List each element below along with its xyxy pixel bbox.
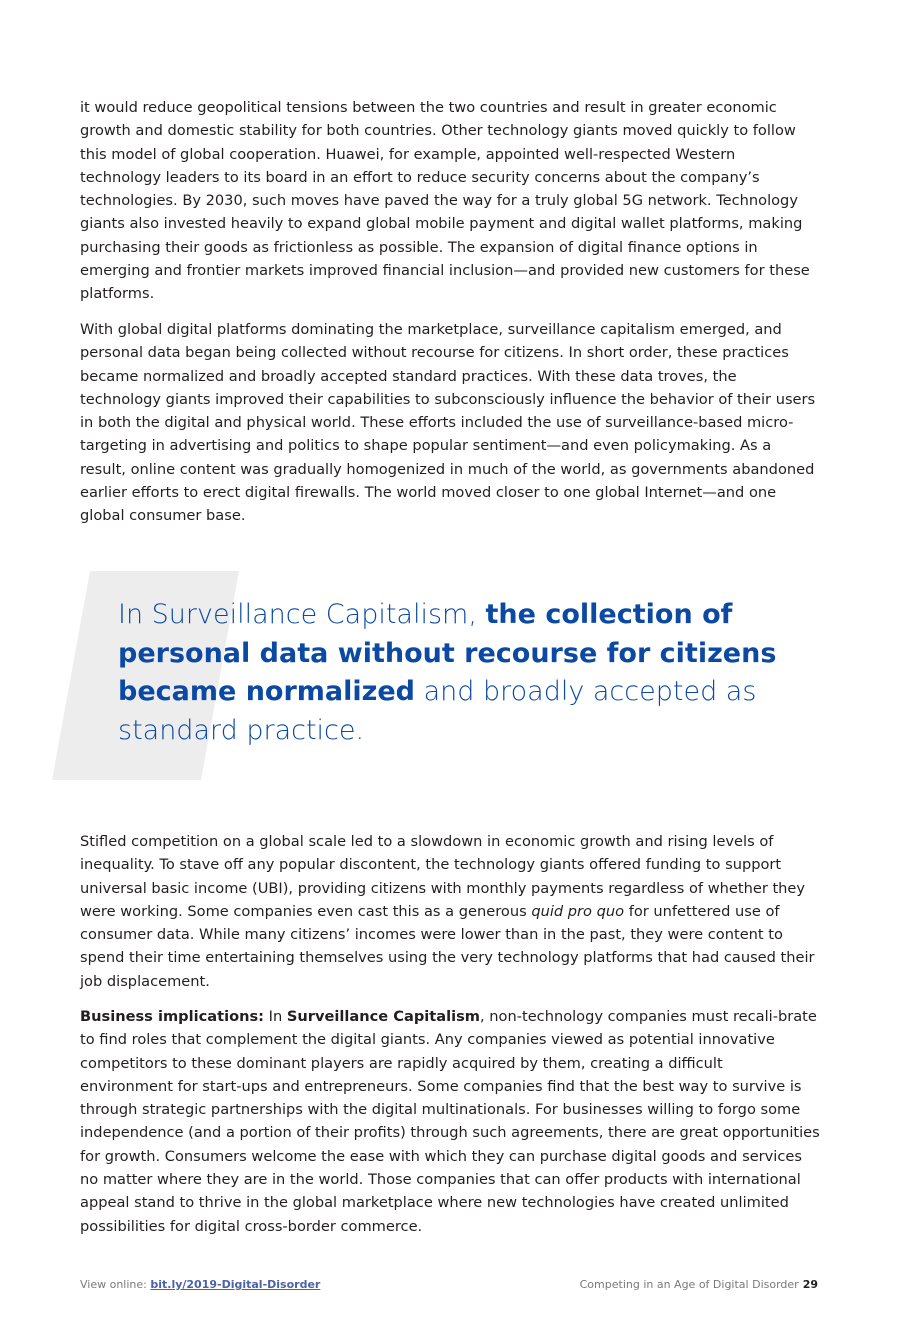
paragraph-3-text-end: for unfettered use of consumer data. While many citizens’ incomes were lower than in the past, they were content to spend their time entertaining themselves using the very technology platforms that had caused their job displacement. [80, 902, 815, 990]
paragraph-2-text: With global digital platforms dominating the marketplace, surveillance capitalism emerged, and personal data began being collected without recourse for citizens. In short order, these practices became normalized and broadly accepted standard practices. With these data troves, the technology giants improved their capabilities to subconsciously influence the behavior of their users in both the digital and physical world. These efforts included the use of surveillance-based micro-targeting in advertising and politics to shape popular sentiment—and even policymaking. As a result, online content was gradually homogenized in much of the world, as governments abandoned earlier efforts to erect digital firewalls. The world moved closer to one global Internet—and one global consumer base. [80, 321, 816, 525]
footer-page-info [580, 1278, 818, 1291]
view-online-label: View online: [80, 1278, 151, 1291]
body-paragraph-3 [80, 830, 820, 993]
page-number: 29 [802, 1278, 818, 1291]
view-online-link[interactable]: bit.ly/2019-Digital-Disorder [150, 1278, 321, 1291]
paragraph-4-text: , non-technology companies must recali-brate to find roles that complement the digital giants. Any companies viewed as potential innovative competitors to these dominant players are rapidly acquired by them, creating a difficult environment for start-ups and entrepreneurs. Some companies find that the best way to survive is through strategic partnerships with the digital multinationals. For businesses willing to forgo some independence (and a portion of their profits) through such agreements, there are great opportunities for growth. Consumers welcome the ease with which they can purchase digital goods and services no matter where they are in the world. Those companies that can offer products with international appeal stand to thrive in the global marketplace where new technologies have created unlimited possibilities for digital cross-border commerce. [80, 1008, 820, 1235]
document-title: Competing in an Age of Digital Disorder [579, 1278, 799, 1291]
pull-quote [118, 596, 778, 750]
scenario-name: Surveillance Capitalism [286, 1008, 480, 1025]
pull-quote-lead: In Surveillance Capitalism, [118, 599, 486, 630]
pull-quote-emphasis: the collection of personal data without recourse for citizens became normalized [118, 599, 777, 707]
business-implications-paragraph [80, 1005, 820, 1238]
paragraph-3-italic: quid pro quo [531, 902, 625, 920]
paragraph-3-text-start: Stifled competition on a global scale led to a slowdown in economic growth and rising levels of inequality. To stave off any popular discontent, the technology giants offered funding to support universal basic income (UBI), providing citizens with monthly payments regardless of whether they were working. Some companies even cast this as a generous [80, 833, 806, 920]
footer-view-online [80, 1278, 320, 1291]
business-implications-label: Business implications: [80, 1008, 265, 1025]
paragraph-4-in: In [264, 1008, 287, 1025]
pull-quote-tail: and broadly accepted as standard practice. [118, 676, 757, 746]
paragraph-1-text: it would reduce geopolitical tensions between the two countries and result in greater economic growth and domestic stability for both countries. Other technology giants moved quickly to follow this model of global cooperation. Huawei, for example, appointed well-respected Western technology leaders to its board in an effort to reduce security concerns about the company’s technologies. By 2030, such moves have paved the way for a truly global 5G network. Technology giants also invested heavily to expand global mobile payment and digital wallet platforms, making purchasing their goods as frictionless as possible. The expansion of digital finance options in emerging and frontier markets improved financial inclusion—and provided new customers for these platforms. [80, 99, 810, 303]
